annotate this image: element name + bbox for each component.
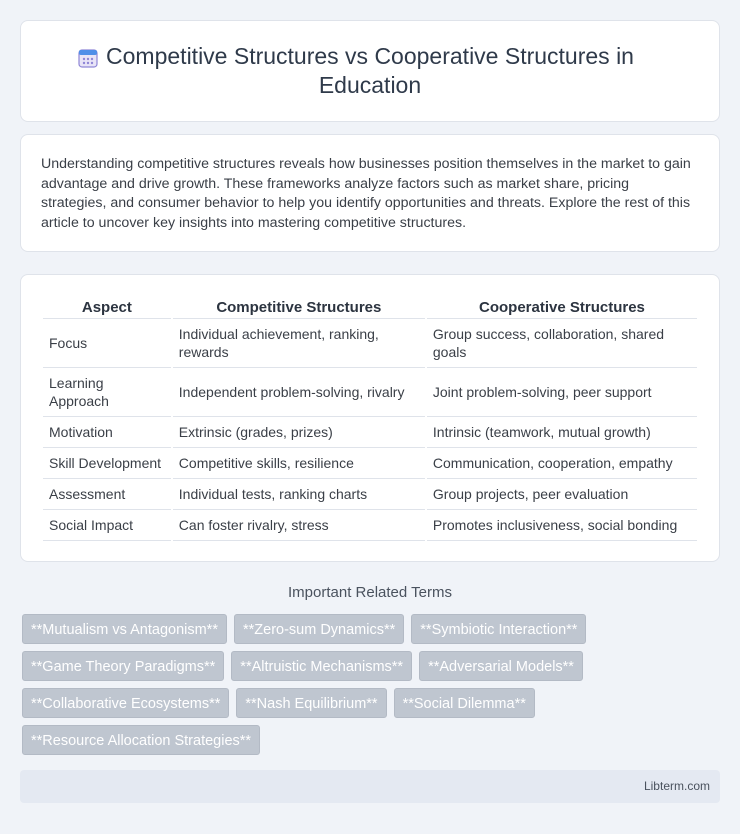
row-aspect: Learning Approach [43, 368, 171, 417]
row-cooperative: Intrinsic (teamwork, mutual growth) [427, 417, 697, 448]
header-cooperative: Cooperative Structures [427, 297, 697, 319]
row-cooperative: Group success, collaboration, shared goals [427, 319, 697, 368]
comparison-card [20, 274, 720, 562]
row-aspect: Focus [43, 319, 171, 368]
related-term-tag[interactable]: **Adversarial Models** [419, 651, 583, 681]
table-row [43, 319, 697, 368]
title-card [20, 20, 720, 122]
row-competitive: Individual tests, ranking charts [173, 479, 425, 510]
row-cooperative: Group projects, peer evaluation [427, 479, 697, 510]
row-cooperative: Joint problem-solving, peer support [427, 368, 697, 417]
related-terms-list [22, 614, 702, 755]
table-row [43, 510, 697, 541]
row-competitive: Competitive skills, resilience [173, 448, 425, 479]
related-term-tag[interactable]: **Symbiotic Interaction** [411, 614, 586, 644]
related-term-tag[interactable]: **Nash Equilibrium** [236, 688, 386, 718]
related-term-tag[interactable]: **Collaborative Ecosystems** [22, 688, 229, 718]
row-aspect: Social Impact [43, 510, 171, 541]
related-term-tag[interactable]: **Resource Allocation Strategies** [22, 725, 260, 755]
related-terms-heading: Important Related Terms [288, 584, 452, 601]
row-cooperative: Communication, cooperation, empathy [427, 448, 697, 479]
table-row [43, 417, 697, 448]
row-competitive: Independent problem-solving, rivalry [173, 368, 425, 417]
related-term-tag[interactable]: **Mutualism vs Antagonism** [22, 614, 227, 644]
comparison-table [41, 297, 699, 541]
header-competitive: Competitive Structures [173, 297, 425, 319]
row-aspect: Skill Development [43, 448, 171, 479]
row-competitive: Individual achievement, ranking, rewards [173, 319, 425, 368]
row-competitive: Can foster rivalry, stress [173, 510, 425, 541]
related-term-tag[interactable]: **Social Dilemma** [394, 688, 535, 718]
row-cooperative: Promotes inclusiveness, social bonding [427, 510, 697, 541]
table-row [43, 479, 697, 510]
table-row [43, 448, 697, 479]
row-competitive: Extrinsic (grades, prizes) [173, 417, 425, 448]
related-term-tag[interactable]: **Game Theory Paradigms** [22, 651, 224, 681]
footer [20, 770, 720, 803]
table-header-row [43, 297, 697, 319]
intro-card [20, 134, 720, 252]
page-title: Competitive Structures vs Cooperative Structures in Education [106, 43, 634, 98]
related-term-tag[interactable]: **Altruistic Mechanisms** [231, 651, 412, 681]
intro-paragraph: Understanding competitive structures reveals how businesses position themselves in the market to gain advantage and drive growth. These frameworks analyze factors such as market share, pricing strategies, and consumer behavior to help you identify opportunities and threats. Explore the rest of this article to uncover key insights into mastering competitive structures. [41, 156, 691, 231]
row-aspect: Assessment [43, 479, 171, 510]
table-row [43, 368, 697, 417]
related-term-tag[interactable]: **Zero-sum Dynamics** [234, 614, 404, 644]
row-aspect: Motivation [43, 417, 171, 448]
header-aspect: Aspect [43, 297, 171, 319]
footer-site-link[interactable]: Libterm.com [643, 779, 710, 793]
